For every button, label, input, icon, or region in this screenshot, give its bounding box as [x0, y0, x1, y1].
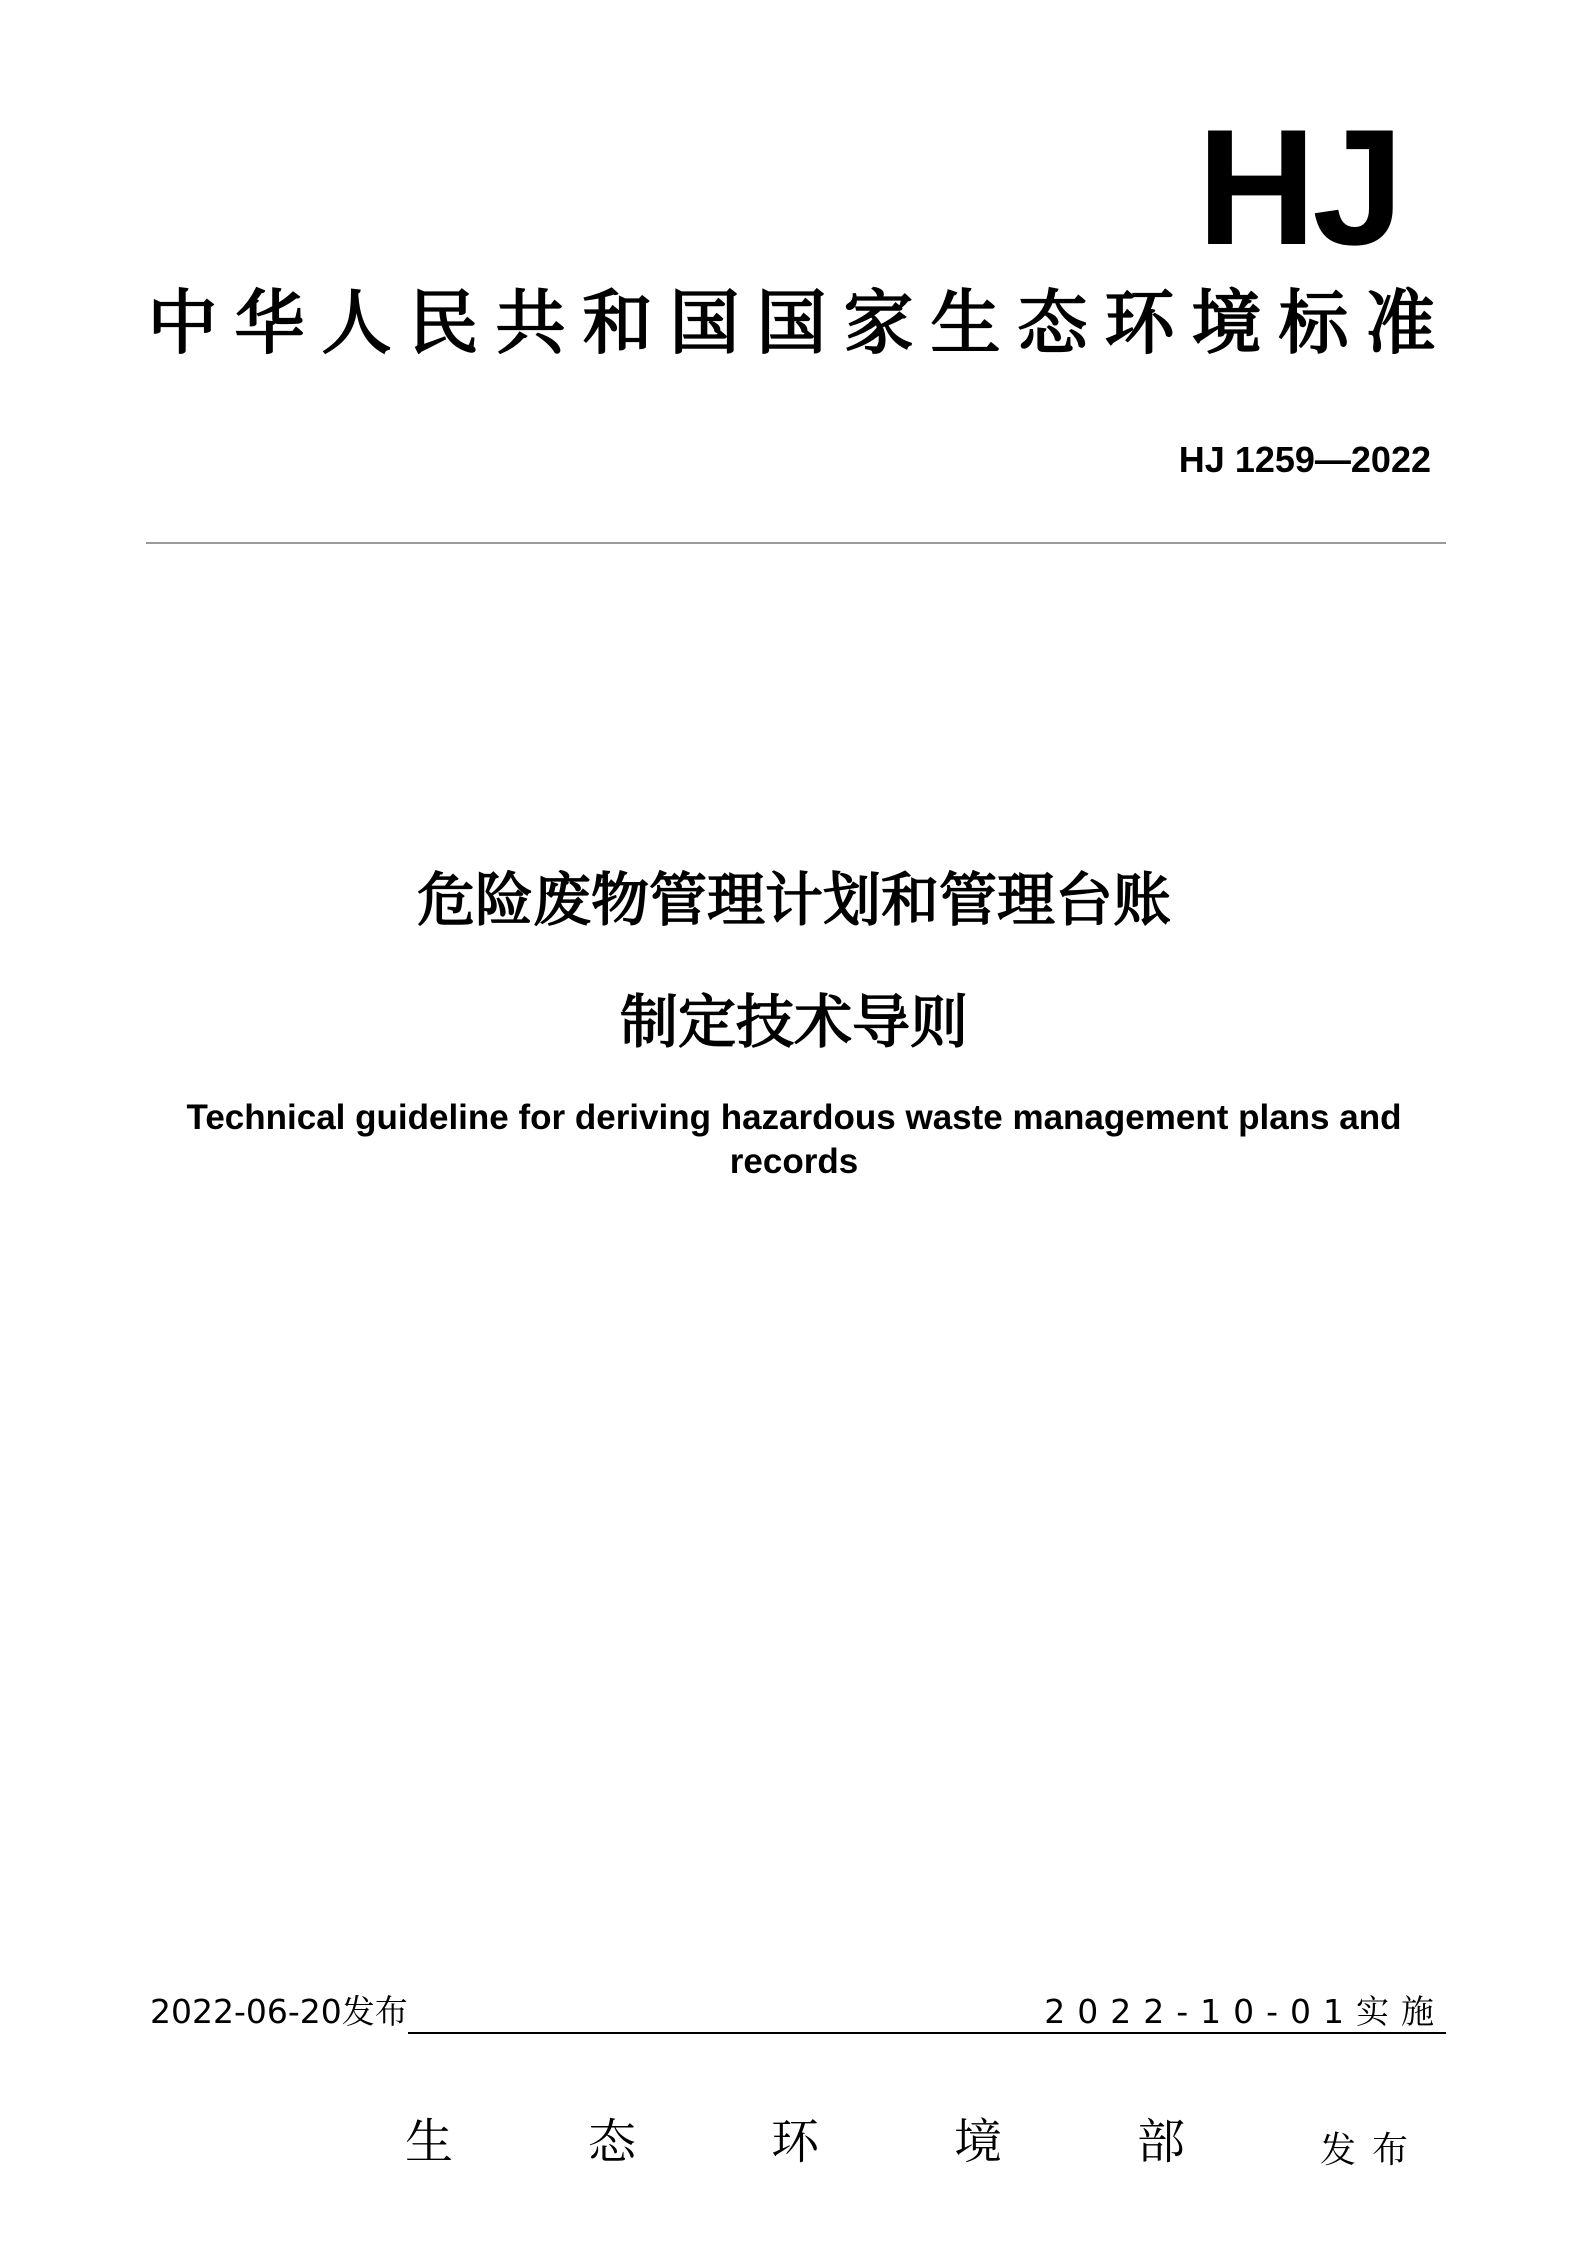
document-title-cn-line2: 制定技术导则 — [619, 988, 968, 1056]
document-title-en: Technical guideline for deriving hazardous waste management plans and records — [186, 1098, 1402, 1181]
issuer-suffix: 发布 — [1320, 2130, 1425, 2171]
standard-number: HJ 1259—2022 — [1178, 439, 1431, 480]
publish-date: 2022-06-20发布 — [150, 1990, 408, 2034]
national-standard-title: 中华人民共和国国家生态环境标准 — [147, 282, 1453, 364]
issuer-name: 生态环境部 — [405, 2114, 1321, 2170]
effective-date: 2022-10-01实施 — [1044, 1992, 1446, 2031]
date-row — [150, 1982, 1446, 2034]
hj-logo: HJ — [1197, 95, 1400, 279]
document-title-cn-line1: 危险废物管理计划和管理台账 — [416, 866, 1171, 934]
header-divider — [146, 542, 1446, 544]
issuer — [405, 2103, 1425, 2172]
